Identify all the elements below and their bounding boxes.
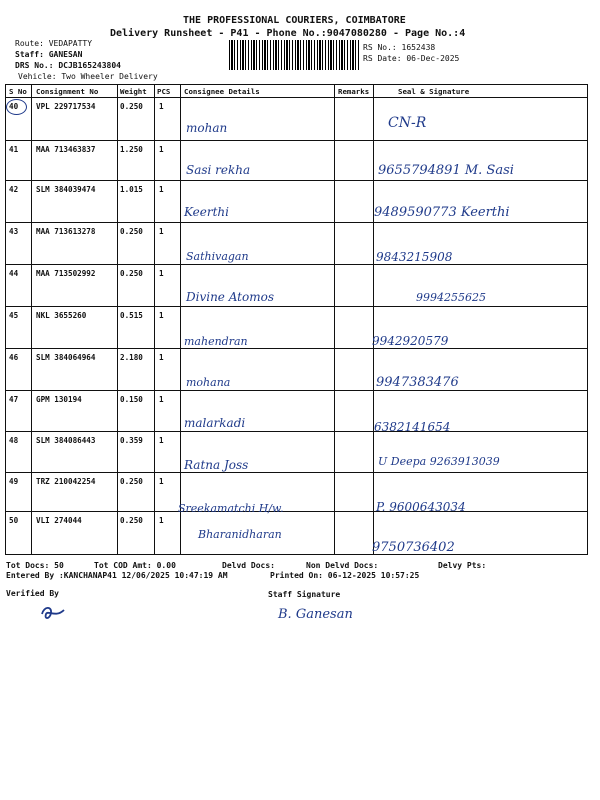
row-consignment: MAA 713613278 <box>36 227 96 236</box>
row-weight: 0.250 <box>120 102 143 111</box>
row-sno: 46 <box>9 353 19 362</box>
row-seal-handwriting: 9489590773 Keerthi <box>374 205 510 220</box>
table-rule <box>334 84 335 555</box>
row-seal-handwriting: 9843215908 <box>376 250 453 264</box>
row-weight: 2.180 <box>120 353 143 362</box>
row-weight: 0.150 <box>120 395 143 404</box>
row-consignee-handwriting: Sreekamatchi H/w. <box>178 502 284 515</box>
non-delivered-docs: Non Delvd Docs: <box>306 561 379 570</box>
row-sno: 44 <box>9 269 19 278</box>
row-pcs: 1 <box>159 353 164 362</box>
header-weight: Weight <box>120 87 147 96</box>
printed-on: Printed On: 06-12-2025 10:57:25 <box>270 571 420 580</box>
row-consignee-handwriting: Sathivagan <box>186 250 249 263</box>
table-rule <box>180 84 181 555</box>
table-rule <box>5 140 587 141</box>
header-sno: S No <box>9 87 27 96</box>
row-consignment: GPM 130194 <box>36 395 82 404</box>
staff-signature: B. Ganesan <box>278 607 353 622</box>
table-rule <box>5 306 587 307</box>
row-weight: 0.515 <box>120 311 143 320</box>
row-weight: 0.250 <box>120 477 143 486</box>
row-sno: 48 <box>9 436 19 445</box>
row-pcs: 1 <box>159 477 164 486</box>
row-sno: 50 <box>9 516 19 525</box>
verified-by-label: Verified By <box>6 589 59 598</box>
row-consignee-handwriting: mohana <box>186 376 231 389</box>
row-consignment: MAA 713502992 <box>36 269 96 278</box>
header-consignment: Consignment No <box>36 87 99 96</box>
row-pcs: 1 <box>159 185 164 194</box>
table-rule <box>117 84 118 555</box>
row-pcs: 1 <box>159 269 164 278</box>
row-seal-handwriting: 9655794891 M. Sasi <box>378 163 514 178</box>
row-consignee-handwriting: malarkadi <box>184 416 246 430</box>
row-pcs: 1 <box>159 227 164 236</box>
table-rule <box>31 84 32 555</box>
row-pcs: 1 <box>159 145 164 154</box>
staff-signature-label: Staff Signature <box>268 590 341 599</box>
row-consignment: SLM 384086443 <box>36 436 96 445</box>
row-weight: 0.250 <box>120 227 143 236</box>
table-rule <box>5 472 587 473</box>
table-rule <box>5 348 587 349</box>
row-consignee-handwriting: mohan <box>186 121 228 135</box>
row-seal-handwriting: U Deepa 9263913039 <box>378 455 500 468</box>
staff-label: Staff: GANESAN <box>15 50 83 59</box>
row-seal-handwriting: 9947383476 <box>376 375 459 390</box>
table-rule <box>5 222 587 223</box>
row-weight: 1.250 <box>120 145 143 154</box>
route-label: Route: VEDAPATTY <box>15 39 93 48</box>
row-weight: 0.250 <box>120 269 143 278</box>
drs-label: DRS No.: DCJB165243804 <box>15 61 121 70</box>
row-sno: 43 <box>9 227 19 236</box>
row-sno: 41 <box>9 145 19 154</box>
row-sno: 40 <box>9 102 19 111</box>
sno-circle-mark <box>6 99 27 115</box>
row-consignment: NKL 3655260 <box>36 311 87 320</box>
row-consignment: SLM 384064964 <box>36 353 96 362</box>
rs-number: RS No.: 1652438 <box>363 43 436 52</box>
row-pcs: 1 <box>159 436 164 445</box>
table-rule <box>5 264 587 265</box>
row-pcs: 1 <box>159 102 164 111</box>
table-rule <box>373 84 374 555</box>
row-weight: 1.015 <box>120 185 143 194</box>
row-consignment: VPL 229717534 <box>36 102 96 111</box>
table-rule <box>5 97 587 98</box>
row-consignee-handwriting: mahendran <box>184 335 248 348</box>
rs-date: RS Date: 06-Dec-2025 <box>363 54 460 63</box>
company-title: THE PROFESSIONAL COURIERS, COIMBATORE <box>183 15 406 26</box>
row-weight: 0.359 <box>120 436 143 445</box>
row-consignee-handwriting: Ratna Joss <box>184 458 249 472</box>
row-seal-handwriting: 9994255625 <box>416 291 486 304</box>
row-consignment: MAA 713463837 <box>36 145 96 154</box>
row-consignee-handwriting: Sasi rekha <box>186 163 251 177</box>
row-pcs: 1 <box>159 311 164 320</box>
row-seal-handwriting: P. 9600643034 <box>376 500 466 514</box>
delivered-docs: Delvd Docs: <box>222 561 275 570</box>
row-consignment: VLI 274044 <box>36 516 82 525</box>
table-rule <box>5 431 587 432</box>
table-rule <box>154 84 155 555</box>
table-rule <box>5 84 587 85</box>
row-consignee-handwriting: Divine Atomos <box>186 290 274 304</box>
row-sno: 49 <box>9 477 19 486</box>
total-docs: Tot Docs: 50 <box>6 561 64 570</box>
row-sno: 42 <box>9 185 19 194</box>
row-consignment: TRZ 210042254 <box>36 477 96 486</box>
table-rule <box>5 554 587 555</box>
row-seal-handwriting: 9750736402 <box>372 540 455 555</box>
row-pcs: 1 <box>159 516 164 525</box>
header-seal: Seal & Signature <box>398 87 470 96</box>
total-cod-amount: Tot COD Amt: 0.00 <box>94 561 176 570</box>
row-consignment: SLM 384039474 <box>36 185 96 194</box>
header-consignee: Consignee Details <box>184 87 260 96</box>
vehicle-label: Vehicle: Two Wheeler Delivery <box>18 72 158 81</box>
row-consignee-handwriting: Keerthi <box>184 205 229 219</box>
row-sno: 45 <box>9 311 19 320</box>
table-rule <box>5 180 587 181</box>
row-seal-handwriting: 6382141654 <box>374 420 451 434</box>
row-seal-handwriting: 9942920579 <box>372 334 449 348</box>
header-remarks: Remarks <box>338 87 370 96</box>
row-pcs: 1 <box>159 395 164 404</box>
table-rule <box>5 511 587 512</box>
verified-signature <box>38 602 68 624</box>
table-rule <box>587 84 588 555</box>
row-consignee-handwriting: Bharanidharan <box>198 528 282 541</box>
row-weight: 0.250 <box>120 516 143 525</box>
entered-by: Entered By :KANCHANAP41 12/06/2025 10:47:19 AM <box>6 571 228 580</box>
header-pcs: PCS <box>157 87 171 96</box>
table-rule <box>5 84 6 555</box>
table-rule <box>5 390 587 391</box>
delivery-points: Delvy Pts: <box>438 561 487 570</box>
runsheet-subtitle: Delivery Runsheet - P41 - Phone No.:9047080280 - Page No.:4 <box>110 28 466 39</box>
row-sno: 47 <box>9 395 19 404</box>
row-seal-handwriting: CN-R <box>388 115 427 131</box>
